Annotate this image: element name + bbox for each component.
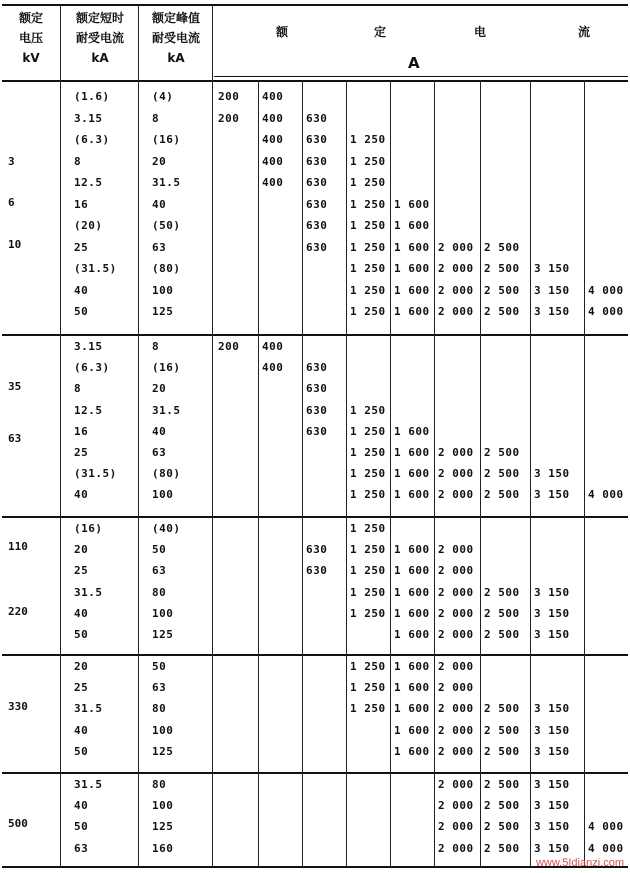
rated-current-value: 1 600 bbox=[394, 628, 430, 641]
rated-current-value: 630 bbox=[306, 403, 328, 417]
rated-current-value: 2 000 bbox=[438, 564, 474, 578]
header-rated-voltage-line1: 额定 bbox=[18, 11, 43, 25]
rated-current-value: 400 bbox=[262, 90, 284, 103]
rated-current-value: 2 500 bbox=[484, 446, 520, 459]
rated-current-value: 1 600 bbox=[394, 585, 430, 599]
rated-current-value: 4 000 bbox=[588, 820, 624, 834]
watermark: www.5Idianzi.com bbox=[535, 857, 624, 869]
rated-current-value: 1 250 bbox=[350, 262, 386, 275]
rated-current-value: 2 000 bbox=[438, 543, 474, 557]
rated-voltage-value: 110 bbox=[8, 540, 28, 553]
rated-current-value: 400 bbox=[262, 133, 284, 146]
short-time-current-value: 16 bbox=[74, 197, 89, 211]
header-short-time-unit: kA bbox=[91, 51, 109, 65]
peak-current-value: (40) bbox=[152, 522, 181, 535]
rated-current-value: 2 000 bbox=[438, 702, 474, 716]
rated-current-value: 1 600 bbox=[394, 283, 430, 297]
short-time-current-value: 20 bbox=[74, 660, 89, 673]
short-time-current-value: (31.5) bbox=[74, 467, 117, 481]
short-time-current-value: 12.5 bbox=[74, 403, 103, 417]
header-rated-voltage bbox=[2, 8, 60, 68]
peak-current-value: 80 bbox=[152, 702, 167, 716]
rated-current-value: 400 bbox=[262, 154, 284, 168]
rated-current-value: 200 bbox=[218, 90, 240, 103]
rated-current-value: 2 500 bbox=[484, 305, 520, 318]
rated-current-value: 3 150 bbox=[534, 799, 570, 813]
rated-current-value: 1 250 bbox=[350, 681, 386, 695]
peak-current-value: (50) bbox=[152, 219, 181, 232]
rated-current-value: 3 150 bbox=[534, 585, 570, 599]
rated-current-value: 1 600 bbox=[394, 564, 430, 578]
rated-current-value: 1 600 bbox=[394, 305, 430, 318]
rated-current-value: 1 600 bbox=[394, 744, 430, 758]
rated-current-value: 1 250 bbox=[350, 133, 386, 146]
header-rated-current-unit: A bbox=[408, 54, 420, 72]
column-divider bbox=[60, 4, 61, 868]
header-peak-current bbox=[140, 8, 212, 68]
short-time-current-value: 40 bbox=[74, 283, 89, 297]
peak-current-value: 31.5 bbox=[152, 176, 181, 189]
rated-voltage-value: 3 bbox=[8, 155, 15, 168]
header-rated-current-char-3: 电 bbox=[473, 25, 486, 39]
rated-current-value: 2 000 bbox=[438, 723, 474, 737]
peak-current-value: 125 bbox=[152, 820, 174, 834]
rated-current-value: 2 500 bbox=[484, 283, 520, 297]
short-time-current-value: 8 bbox=[74, 382, 82, 396]
rated-current-value: 630 bbox=[306, 564, 328, 578]
rated-current-value: 2 500 bbox=[484, 799, 520, 813]
peak-current-value: (80) bbox=[152, 262, 181, 275]
short-time-current-value: 50 bbox=[74, 628, 89, 641]
rated-current-value: 630 bbox=[306, 219, 328, 232]
rated-current-value: 400 bbox=[262, 361, 284, 375]
rated-current-value: 3 150 bbox=[534, 305, 570, 318]
rated-current-value: 4 000 bbox=[588, 841, 624, 855]
rated-current-value: 2 500 bbox=[484, 240, 520, 254]
header-peak-unit: kA bbox=[167, 51, 185, 65]
header-rated-current-char-2: 定 bbox=[373, 25, 386, 39]
peak-current-value: 100 bbox=[152, 488, 174, 502]
rated-current-value: 2 500 bbox=[484, 778, 520, 791]
peak-current-value: 125 bbox=[152, 744, 174, 758]
rated-current-value: 2 000 bbox=[438, 820, 474, 834]
rated-current-value: 2 000 bbox=[438, 681, 474, 695]
rated-current-value: 1 600 bbox=[394, 240, 430, 254]
rated-current-value: 1 250 bbox=[350, 585, 386, 599]
rated-current-value: 200 bbox=[218, 340, 240, 353]
short-time-current-value: 50 bbox=[74, 305, 89, 318]
short-time-current-value: (16) bbox=[74, 522, 103, 535]
short-time-current-value: 16 bbox=[74, 424, 89, 438]
short-time-current-value: 20 bbox=[74, 543, 89, 557]
rated-current-value: 3 150 bbox=[534, 744, 570, 758]
rated-current-value: 2 500 bbox=[484, 606, 520, 620]
rated-current-value: 1 600 bbox=[394, 606, 430, 620]
short-time-current-value: 25 bbox=[74, 564, 89, 578]
rated-current-value: 1 250 bbox=[350, 154, 386, 168]
short-time-current-value: 63 bbox=[74, 841, 89, 855]
rated-current-value: 3 150 bbox=[534, 820, 570, 834]
short-time-current-value: (6.3) bbox=[74, 361, 110, 375]
rated-current-value: 2 000 bbox=[438, 778, 474, 791]
rated-current-value: 4 000 bbox=[588, 488, 624, 502]
rated-current-value: 400 bbox=[262, 340, 284, 353]
rated-current-value: 1 600 bbox=[394, 723, 430, 737]
rated-current-value: 1 600 bbox=[394, 467, 430, 481]
rated-current-value: 1 250 bbox=[350, 543, 386, 557]
peak-current-value: 100 bbox=[152, 606, 174, 620]
rated-current-value: 1 250 bbox=[350, 305, 386, 318]
short-time-current-value: 40 bbox=[74, 799, 89, 813]
rated-current-value: 2 500 bbox=[484, 841, 520, 855]
section-rule bbox=[2, 866, 628, 868]
peak-current-value: 125 bbox=[152, 305, 174, 318]
short-time-current-value: 40 bbox=[74, 488, 89, 502]
rated-current-value: 3 150 bbox=[534, 262, 570, 275]
peak-current-value: 63 bbox=[152, 564, 167, 578]
column-divider bbox=[584, 80, 585, 866]
short-time-current-value: 31.5 bbox=[74, 585, 103, 599]
column-divider bbox=[530, 80, 531, 866]
peak-current-value: 100 bbox=[152, 723, 174, 737]
header-rated-current-char-4: 流 bbox=[577, 25, 590, 39]
rated-current-value: 1 600 bbox=[394, 543, 430, 557]
rated-current-value: 3 150 bbox=[534, 467, 570, 481]
header-short-time-current bbox=[62, 8, 138, 68]
rated-current-value: 3 150 bbox=[534, 606, 570, 620]
rated-voltage-value: 220 bbox=[8, 605, 28, 618]
rated-current-value: 2 000 bbox=[438, 585, 474, 599]
column-divider bbox=[390, 80, 391, 866]
peak-current-value: 40 bbox=[152, 197, 167, 211]
rated-current-value: 1 600 bbox=[394, 219, 430, 232]
rated-current-value: 2 500 bbox=[484, 585, 520, 599]
rated-current-value: 1 250 bbox=[350, 197, 386, 211]
peak-current-value: 40 bbox=[152, 424, 167, 438]
column-divider bbox=[346, 80, 347, 866]
rated-current-value: 2 000 bbox=[438, 240, 474, 254]
peak-current-value: 160 bbox=[152, 841, 174, 855]
short-time-current-value: 40 bbox=[74, 723, 89, 737]
rated-current-value: 1 250 bbox=[350, 240, 386, 254]
rated-current-value: 2 000 bbox=[438, 841, 474, 855]
header-peak-line1: 额定峰值 bbox=[151, 11, 200, 25]
rated-current-value: 400 bbox=[262, 176, 284, 189]
rated-current-value: 1 600 bbox=[394, 197, 430, 211]
rated-current-value: 2 500 bbox=[484, 820, 520, 834]
peak-current-value: 8 bbox=[152, 340, 160, 353]
rated-current-value: 2 000 bbox=[438, 262, 474, 275]
rated-current-value: 2 000 bbox=[438, 467, 474, 481]
table-top-rule bbox=[2, 4, 628, 6]
rated-current-value: 630 bbox=[306, 382, 328, 396]
section-rule bbox=[2, 654, 628, 656]
short-time-current-value: 12.5 bbox=[74, 176, 103, 189]
rated-voltage-value: 35 bbox=[8, 380, 22, 393]
rated-current-value: 3 150 bbox=[534, 841, 570, 855]
short-time-current-value: 25 bbox=[74, 681, 89, 695]
section-rule bbox=[2, 516, 628, 518]
rated-current-value: 3 150 bbox=[534, 488, 570, 502]
short-time-current-value: 8 bbox=[74, 154, 82, 168]
rated-current-value: 1 600 bbox=[394, 702, 430, 716]
rated-current-value: 630 bbox=[306, 176, 328, 189]
rated-current-value: 1 600 bbox=[394, 446, 430, 459]
header-rated-current-char-1: 额 bbox=[275, 25, 288, 39]
rated-current-value: 1 600 bbox=[394, 488, 430, 502]
rated-current-value: 2 500 bbox=[484, 488, 520, 502]
header-short-time-line1: 额定短时 bbox=[75, 11, 124, 25]
short-time-current-value: (6.3) bbox=[74, 133, 110, 146]
peak-current-value: (4) bbox=[152, 90, 174, 103]
short-time-current-value: 31.5 bbox=[74, 778, 103, 791]
rated-current-value: 2 000 bbox=[438, 446, 474, 459]
short-time-current-value: 3.15 bbox=[74, 340, 103, 353]
rated-current-value: 2 000 bbox=[438, 628, 474, 641]
rated-current-value: 2 000 bbox=[438, 660, 474, 673]
rated-current-value: 630 bbox=[306, 111, 328, 125]
rated-voltage-value: 6 bbox=[8, 196, 15, 209]
short-time-current-value: 25 bbox=[74, 240, 89, 254]
rated-current-value: 1 250 bbox=[350, 564, 386, 578]
short-time-current-value: 50 bbox=[74, 820, 89, 834]
rated-current-value: 630 bbox=[306, 361, 328, 375]
rated-current-value: 630 bbox=[306, 133, 328, 146]
rated-voltage-value: 330 bbox=[8, 700, 28, 713]
short-time-current-value: 50 bbox=[74, 744, 89, 758]
rated-current-value: 2 000 bbox=[438, 305, 474, 318]
peak-current-value: 80 bbox=[152, 585, 167, 599]
rated-current-value: 3 150 bbox=[534, 723, 570, 737]
peak-current-value: 50 bbox=[152, 543, 167, 557]
rated-current-value: 1 250 bbox=[350, 488, 386, 502]
rated-current-value: 3 150 bbox=[534, 778, 570, 791]
rated-current-value: 1 250 bbox=[350, 522, 386, 535]
rated-current-value: 2 000 bbox=[438, 488, 474, 502]
short-time-current-value: 40 bbox=[74, 606, 89, 620]
rated-current-value: 630 bbox=[306, 543, 328, 557]
column-divider bbox=[138, 4, 139, 868]
rated-current-value: 2 500 bbox=[484, 744, 520, 758]
header-rated-voltage-line2: 电压 bbox=[18, 31, 43, 45]
rated-current-value: 2 500 bbox=[484, 723, 520, 737]
header-short-time-line2: 耐受电流 bbox=[75, 31, 124, 45]
rated-current-value: 3 150 bbox=[534, 283, 570, 297]
peak-current-value: (16) bbox=[152, 133, 181, 146]
peak-current-value: 63 bbox=[152, 681, 167, 695]
peak-current-value: (80) bbox=[152, 467, 181, 481]
rated-current-value: 3 150 bbox=[534, 702, 570, 716]
peak-current-value: 63 bbox=[152, 446, 167, 459]
rated-current-value: 630 bbox=[306, 197, 328, 211]
rated-voltage-value: 63 bbox=[8, 432, 22, 445]
rated-current-value: 2 500 bbox=[484, 467, 520, 481]
peak-current-value: 100 bbox=[152, 283, 174, 297]
rated-current-value: 1 250 bbox=[350, 606, 386, 620]
rated-current-value: 1 250 bbox=[350, 219, 386, 232]
peak-current-value: 80 bbox=[152, 778, 167, 791]
peak-current-value: 31.5 bbox=[152, 403, 181, 417]
rated-current-value: 2 000 bbox=[438, 799, 474, 813]
rated-current-value: 2 500 bbox=[484, 262, 520, 275]
rated-current-value: 2 000 bbox=[438, 744, 474, 758]
column-divider bbox=[212, 4, 213, 868]
rated-current-value: 2 500 bbox=[484, 628, 520, 641]
rated-voltage-value: 500 bbox=[8, 817, 28, 830]
peak-current-value: 100 bbox=[152, 799, 174, 813]
rated-current-value: 1 250 bbox=[350, 424, 386, 438]
rated-current-value: 4 000 bbox=[588, 283, 624, 297]
header-rated-voltage-unit: kV bbox=[22, 51, 40, 65]
peak-current-value: 125 bbox=[152, 628, 174, 641]
rated-current-value: 1 250 bbox=[350, 446, 386, 459]
rated-current-value: 1 250 bbox=[350, 176, 386, 189]
rated-current-value: 630 bbox=[306, 154, 328, 168]
peak-current-value: 20 bbox=[152, 382, 167, 396]
short-time-current-value: (1.6) bbox=[74, 90, 110, 103]
rated-voltage-value: 10 bbox=[8, 238, 22, 251]
short-time-current-value: 31.5 bbox=[74, 702, 103, 716]
short-time-current-value: (31.5) bbox=[74, 262, 117, 275]
header-bottom-rule bbox=[2, 80, 628, 82]
header-peak-line2: 耐受电流 bbox=[151, 31, 200, 45]
short-time-current-value: 3.15 bbox=[74, 111, 103, 125]
rated-current-value: 1 250 bbox=[350, 702, 386, 716]
rated-current-value: 1 600 bbox=[394, 262, 430, 275]
peak-current-value: 50 bbox=[152, 660, 167, 673]
section-rule bbox=[2, 334, 628, 336]
rated-current-value: 3 150 bbox=[534, 628, 570, 641]
rated-current-value: 1 600 bbox=[394, 660, 430, 673]
peak-current-value: (16) bbox=[152, 361, 181, 375]
rated-current-value: 1 250 bbox=[350, 467, 386, 481]
peak-current-value: 63 bbox=[152, 240, 167, 254]
section-rule bbox=[2, 772, 628, 774]
short-time-current-value: 25 bbox=[74, 446, 89, 459]
header-sub-rule bbox=[214, 76, 628, 77]
rated-current-value: 2 000 bbox=[438, 606, 474, 620]
rated-current-value: 630 bbox=[306, 424, 328, 438]
rated-current-value: 1 250 bbox=[350, 283, 386, 297]
rated-current-value: 630 bbox=[306, 240, 328, 254]
column-divider bbox=[434, 80, 435, 866]
short-time-current-value: (20) bbox=[74, 219, 103, 232]
column-divider bbox=[258, 80, 259, 866]
column-divider bbox=[480, 80, 481, 866]
peak-current-value: 8 bbox=[152, 111, 160, 125]
rated-current-value: 2 500 bbox=[484, 702, 520, 716]
rated-current-value: 2 000 bbox=[438, 283, 474, 297]
rated-current-value: 400 bbox=[262, 111, 284, 125]
column-divider bbox=[302, 80, 303, 866]
peak-current-value: 20 bbox=[152, 154, 167, 168]
rated-current-value: 1 250 bbox=[350, 403, 386, 417]
rated-current-value: 1 600 bbox=[394, 424, 430, 438]
rated-current-value: 200 bbox=[218, 111, 240, 125]
rated-current-value: 1 600 bbox=[394, 681, 430, 695]
rated-current-value: 4 000 bbox=[588, 305, 624, 318]
rated-current-value: 1 250 bbox=[350, 660, 386, 673]
